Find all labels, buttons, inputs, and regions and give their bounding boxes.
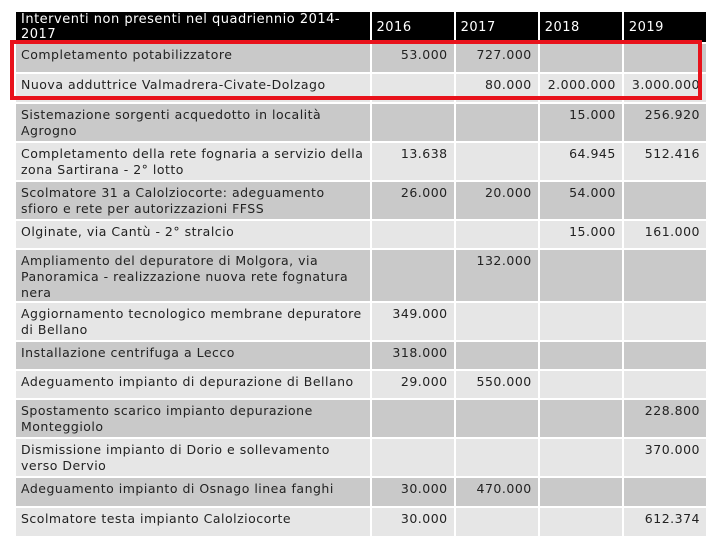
header-row xyxy=(16,12,706,42)
value-2017 xyxy=(456,342,538,369)
value-2016: 53.000 xyxy=(372,44,454,72)
row-label: Installazione centrifuga a Lecco xyxy=(16,342,370,369)
value-2017: 132.000 xyxy=(456,250,538,301)
row-label: Scolmatore testa impianto Calolziocorte xyxy=(16,508,370,536)
value-2017: 550.000 xyxy=(456,371,538,398)
value-2016 xyxy=(372,74,454,102)
value-2016 xyxy=(372,439,454,476)
value-2016: 29.000 xyxy=(372,371,454,398)
value-2017 xyxy=(456,303,538,340)
value-2018 xyxy=(540,508,622,536)
row-label: Dismissione impianto di Dorio e sollevamento verso Dervio xyxy=(16,439,370,476)
value-2018 xyxy=(540,371,622,398)
row-label: Completamento della rete fognaria a servizio della zona Sartirana - 2° lotto xyxy=(16,143,370,180)
table-row xyxy=(16,44,706,72)
table-row xyxy=(16,478,706,506)
value-2018: 15.000 xyxy=(540,221,622,248)
row-label: Sistemazione sorgenti acquedotto in località Agrogno xyxy=(16,104,370,141)
table-row xyxy=(16,221,706,248)
value-2018 xyxy=(540,400,622,437)
value-2016: 30.000 xyxy=(372,478,454,506)
row-label: Ampliamento del depuratore di Molgora, via Panoramica - realizzazione nuova rete fognatura nera xyxy=(16,250,370,301)
row-label: Adeguamento impianto di depurazione di Bellano xyxy=(16,371,370,398)
value-2016: 26.000 xyxy=(372,182,454,219)
value-2019: 3.000.000 xyxy=(624,74,706,102)
header-description: Interventi non presenti nel quadriennio 2014-2017 xyxy=(16,12,370,42)
value-2018: 64.945 xyxy=(540,143,622,180)
value-2019 xyxy=(624,44,706,72)
header-2017: 2017 xyxy=(456,12,538,42)
table-row xyxy=(16,439,706,476)
table-row xyxy=(16,508,706,536)
value-2017: 727.000 xyxy=(456,44,538,72)
row-label: Scolmatore 31 a Calolziocorte: adeguamento sfioro e rete per autorizzazioni FFSS xyxy=(16,182,370,219)
row-label: Spostamento scarico impianto depurazione Monteggiolo xyxy=(16,400,370,437)
value-2017: 80.000 xyxy=(456,74,538,102)
value-2016 xyxy=(372,250,454,301)
value-2017 xyxy=(456,221,538,248)
table-row xyxy=(16,182,706,219)
investment-table xyxy=(14,10,708,538)
value-2019 xyxy=(624,371,706,398)
value-2019: 370.000 xyxy=(624,439,706,476)
value-2019: 256.920 xyxy=(624,104,706,141)
value-2016 xyxy=(372,221,454,248)
table-row xyxy=(16,371,706,398)
value-2017: 470.000 xyxy=(456,478,538,506)
row-label: Aggiornamento tecnologico membrane depuratore di Bellano xyxy=(16,303,370,340)
value-2018 xyxy=(540,250,622,301)
value-2019: 228.800 xyxy=(624,400,706,437)
value-2016 xyxy=(372,104,454,141)
table-row xyxy=(16,342,706,369)
table-row xyxy=(16,303,706,340)
row-label: Completamento potabilizzatore xyxy=(16,44,370,72)
value-2019 xyxy=(624,303,706,340)
value-2018 xyxy=(540,303,622,340)
value-2018 xyxy=(540,478,622,506)
row-label: Adeguamento impianto di Osnago linea fanghi xyxy=(16,478,370,506)
value-2019 xyxy=(624,182,706,219)
header-2019: 2019 xyxy=(624,12,706,42)
value-2016: 349.000 xyxy=(372,303,454,340)
value-2019 xyxy=(624,342,706,369)
value-2018 xyxy=(540,44,622,72)
table-row xyxy=(16,400,706,437)
value-2019 xyxy=(624,478,706,506)
value-2017 xyxy=(456,400,538,437)
value-2018: 15.000 xyxy=(540,104,622,141)
value-2016: 318.000 xyxy=(372,342,454,369)
row-label: Nuova adduttrice Valmadrera-Civate-Dolzago xyxy=(16,74,370,102)
value-2017: 20.000 xyxy=(456,182,538,219)
value-2017 xyxy=(456,508,538,536)
value-2016 xyxy=(372,400,454,437)
value-2019: 612.374 xyxy=(624,508,706,536)
value-2018: 54.000 xyxy=(540,182,622,219)
value-2019: 161.000 xyxy=(624,221,706,248)
value-2018 xyxy=(540,439,622,476)
value-2016: 30.000 xyxy=(372,508,454,536)
value-2018 xyxy=(540,342,622,369)
value-2017 xyxy=(456,143,538,180)
header-2018: 2018 xyxy=(540,12,622,42)
header-2016: 2016 xyxy=(372,12,454,42)
row-label: Olginate, via Cantù - 2° stralcio xyxy=(16,221,370,248)
value-2019: 512.416 xyxy=(624,143,706,180)
table-row xyxy=(16,74,706,102)
value-2017 xyxy=(456,104,538,141)
value-2016: 13.638 xyxy=(372,143,454,180)
table-row xyxy=(16,250,706,301)
table-row xyxy=(16,104,706,141)
value-2019 xyxy=(624,250,706,301)
value-2017 xyxy=(456,439,538,476)
table-row xyxy=(16,143,706,180)
value-2018: 2.000.000 xyxy=(540,74,622,102)
